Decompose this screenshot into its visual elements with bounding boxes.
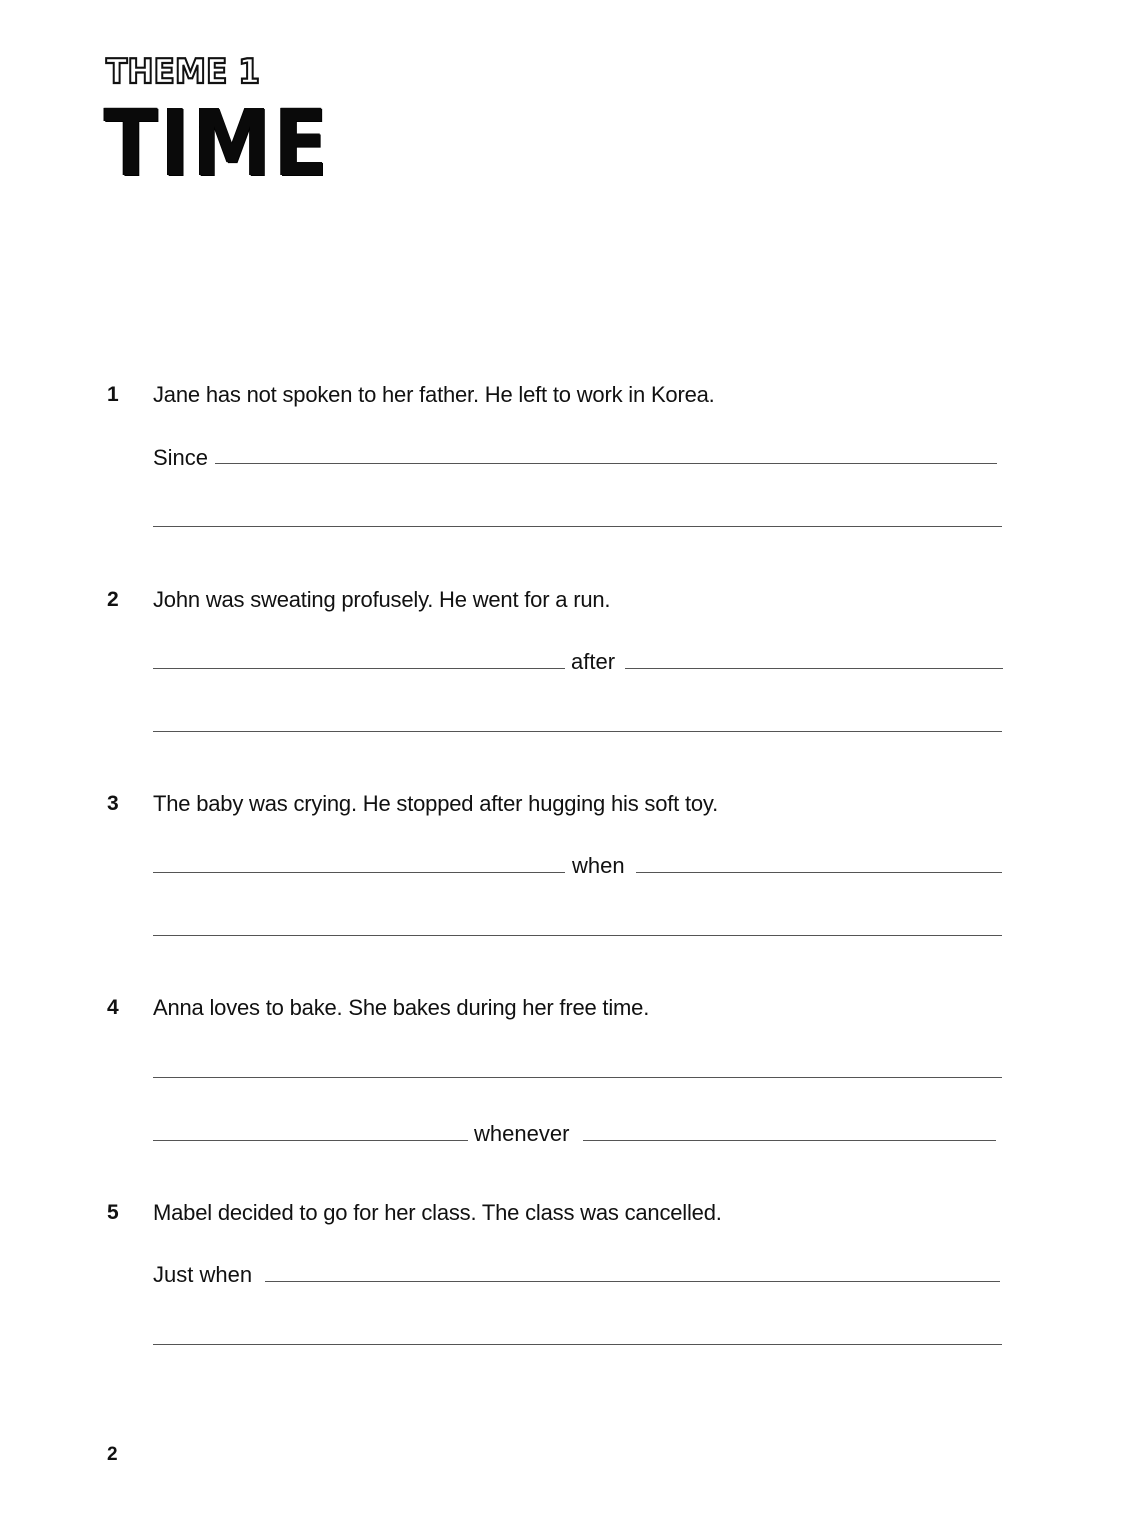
answer-line[interactable] (153, 731, 1002, 732)
page-title: TIME (104, 90, 331, 197)
answer-line[interactable] (583, 1140, 996, 1141)
answer-line[interactable] (153, 1344, 1002, 1345)
answer-prefix: Since (153, 445, 209, 470)
answer-line[interactable] (625, 668, 1003, 669)
question-prompt: John was sweating profusely. He went for a run. (153, 587, 611, 612)
answer-infix: whenever (474, 1121, 570, 1146)
question-number: 4 (107, 996, 119, 1019)
answer-infix: after (571, 649, 616, 674)
answer-line[interactable] (153, 668, 565, 669)
answer-line[interactable] (153, 1077, 1002, 1078)
answer-line[interactable] (265, 1281, 1000, 1282)
answer-line[interactable] (153, 935, 1002, 936)
question-number: 1 (107, 383, 119, 406)
question-prompt: Jane has not spoken to her father. He left to work in Korea. (153, 382, 715, 407)
answer-prefix: Just when (153, 1262, 253, 1287)
question-number: 2 (107, 588, 119, 611)
question-number: 3 (107, 792, 119, 815)
question-prompt: The baby was crying. He stopped after hugging his soft toy. (153, 791, 719, 816)
answer-line[interactable] (215, 463, 997, 464)
question-prompt: Anna loves to bake. She bakes during her free time. (153, 995, 650, 1020)
question-number: 5 (107, 1201, 119, 1224)
answer-infix: when (572, 853, 625, 878)
answer-line[interactable] (153, 1140, 468, 1141)
answer-line[interactable] (153, 872, 565, 873)
answer-line[interactable] (153, 526, 1002, 527)
answer-line[interactable] (636, 872, 1002, 873)
question-prompt: Mabel decided to go for her class. The class was cancelled. (153, 1200, 722, 1225)
page-number: 2 (107, 1444, 118, 1465)
theme-label: THEME 1 (106, 52, 261, 92)
